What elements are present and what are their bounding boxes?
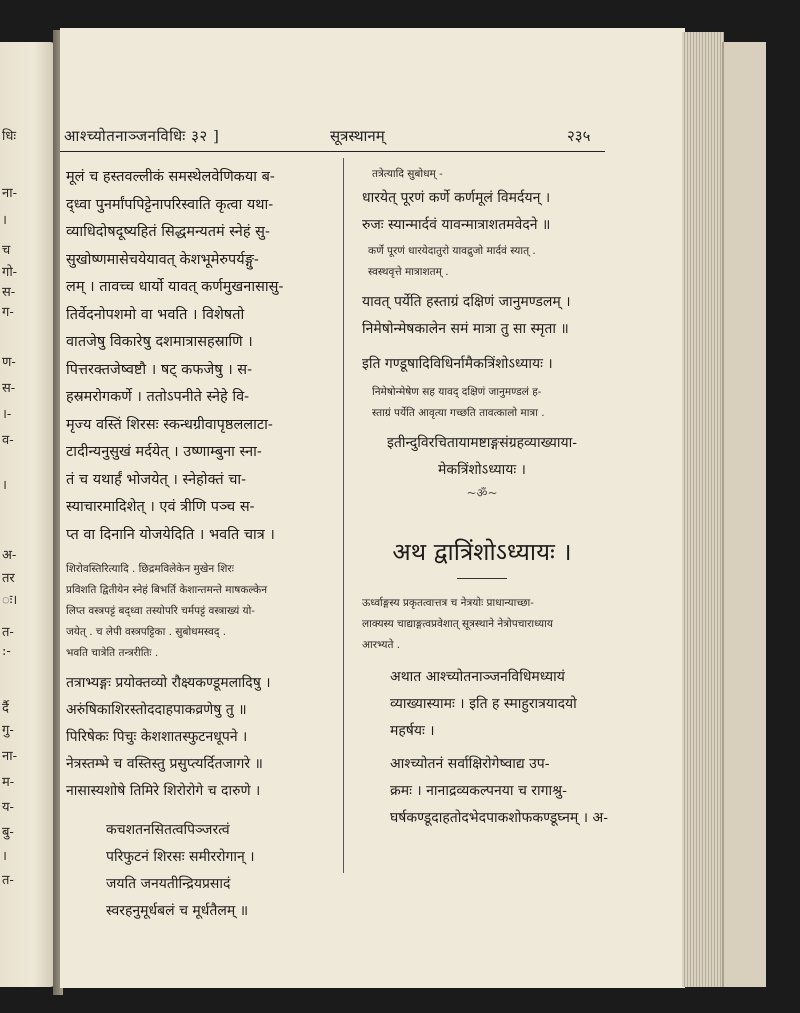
commentary bbox=[66, 559, 283, 664]
verse-4 bbox=[362, 751, 608, 832]
verse-block-a bbox=[66, 670, 283, 805]
commentary-3 bbox=[362, 382, 602, 424]
commentary-1: तत्रेत्यादि सुबोधम् - bbox=[372, 168, 443, 180]
text-line: क्रमः । नानाद्रव्यकल्पनया च रागाश्रु- bbox=[390, 783, 567, 799]
text-line: निमेषोन्मेषकालेन समं मात्रा तु सा स्मृता ॥ bbox=[362, 321, 569, 337]
text-line: वातजेषु विकारेषु दशमात्रासहस्राणि । bbox=[66, 334, 253, 350]
text-line: निमेषोन्मेषेण सह यावद् दक्षिणं जानुमण्डलं ह- bbox=[372, 386, 542, 398]
left-page-fragment: गु- bbox=[2, 723, 14, 738]
left-page-fragment: व- bbox=[2, 433, 14, 448]
text-line: मृज्य वस्तिं शिरसः स्कन्धग्रीवापृष्ठललाटा- bbox=[66, 416, 273, 433]
page-edges bbox=[682, 32, 724, 987]
running-header-left: आश्च्योतनाञ्जनविधिः ३२ ] bbox=[64, 127, 220, 145]
text-line: आश्च्योतनं सर्वाक्षिरोगेष्वाद्य उप- bbox=[390, 756, 550, 772]
text-line: भवति चात्रेति तन्त्ररीतिः . bbox=[66, 647, 159, 659]
text-line: लम् । तावच्च धार्यो यावत् कर्णमुखनासासु- bbox=[66, 279, 284, 295]
header-rule bbox=[60, 151, 605, 152]
left-page-fragment: ः। bbox=[2, 593, 18, 608]
text-line: कर्णे पूरणं धारयेदातुरो यावद्रुजो मार्दवं स्यात् . bbox=[368, 245, 536, 257]
left-page-fragment: ग- bbox=[2, 305, 14, 320]
page-number: २३५ bbox=[567, 127, 591, 145]
verse-1 bbox=[362, 185, 602, 239]
left-page-fragment: अ- bbox=[2, 548, 17, 563]
left-page-fragment: ण- bbox=[2, 355, 16, 370]
text-line: व्याधिदोषदूष्यहितं सिद्धमन्यतमं स्नेहं सु- bbox=[66, 224, 270, 240]
chapter-heading: अथ द्वात्रिंशोऽध्यायः । bbox=[392, 538, 572, 566]
text-line: मूलं च हस्तवल्लीकं समस्थेलवेणिकया ब- bbox=[66, 169, 275, 185]
verse-3 bbox=[362, 664, 602, 745]
left-page-fragment: स- bbox=[2, 381, 16, 396]
text-line: रुजः स्यान्मार्दवं यावन्मात्राशतमवेदने ॥ bbox=[362, 217, 551, 233]
text-line: जयेत् . च लेपी वस्त्रपट्टिका . सुबोधमस्वद् . bbox=[66, 626, 227, 638]
book-cover-board bbox=[722, 42, 766, 987]
text-line: ऊर्ध्वाङ्गस्य प्रकृतत्वात्तत्र च नेत्रयोः प्राधान्याच्छा- bbox=[362, 597, 534, 609]
left-page-fragment: स- bbox=[2, 285, 16, 300]
text-line: स्याचारमादिशेत् । एवं त्रीणि पञ्च स- bbox=[66, 499, 255, 515]
left-page-fragment: च bbox=[2, 243, 11, 258]
left-page-fragment: । bbox=[2, 478, 7, 493]
left-page-fragment: बु- bbox=[2, 825, 14, 840]
text-line: द्ध्वा पुनर्मांपपिट्टेनापरिस्वाति कृत्वा यथा- bbox=[66, 196, 274, 213]
running-header-center: सूत्रस्थानम् bbox=[330, 127, 385, 145]
text-line: प्रविशति द्वितीयेन स्नेहं बिभर्ति केशान्तमन्ते माषकल्केन bbox=[66, 584, 268, 596]
left-page-fragment: गो- bbox=[2, 265, 18, 280]
text-line: स्वस्थवृत्ते मात्राशतम् . bbox=[368, 266, 449, 278]
heading-rule bbox=[457, 578, 507, 579]
left-page-fragment: तर bbox=[2, 571, 15, 586]
text-line: तं च यथार्हं भोजयेत् । स्नेहोक्तं चा- bbox=[66, 471, 247, 488]
text-line: अरुंषिकाशिरस्तोददाहपाकव्रणेषु तु ॥ bbox=[66, 702, 247, 718]
text-line: अथात आश्च्योतनाञ्जनविधिमध्यायं bbox=[390, 669, 565, 685]
commentary-4 bbox=[362, 593, 602, 656]
text-line: आरभ्यते . bbox=[362, 639, 401, 651]
text-line: तत्राभ्यङ्गः प्रयोक्तव्यो रौक्ष्यकण्डूमलादिषु । bbox=[66, 675, 271, 691]
chapter-colophon: इति गण्डूषादिविधिर्नामैकत्रिंशोऽध्यायः । bbox=[362, 356, 553, 372]
text-line: नासास्यशोषे तिमिरे शिरोरोगे च दारुणे । bbox=[66, 783, 261, 799]
left-page-fragment: ना- bbox=[2, 749, 17, 764]
text-line: घर्षकण्डूदाहतोदभेदपाकशोफकण्डूघ्नम् । अ- bbox=[390, 810, 608, 826]
column-divider bbox=[343, 158, 344, 873]
text-line: नेत्रस्तम्भे च वस्तिस्तु प्रसुप्त्यर्दितजागरे ॥ bbox=[66, 756, 263, 772]
text-line: व्याख्यास्यामः । इति ह स्माहुरात्रयादयो bbox=[390, 696, 577, 712]
text-line: लिप्त वस्त्रपट्टं बद्ध्वा तस्योपरि चर्मपट्टं वस्त्राख्यं यो- bbox=[66, 605, 255, 617]
main-text bbox=[66, 164, 283, 549]
text-line: इतीन्दुविरचितायामष्टाङ्गसंग्रहव्याख्याया- bbox=[386, 435, 578, 451]
left-page-fragment: ना- bbox=[2, 186, 17, 201]
text-line: मेकत्रिंशोऽध्यायः । bbox=[438, 462, 526, 478]
text-line: सुखोष्णमासेचयेयावत् केशभूमेरुपर्यङ्गु- bbox=[66, 251, 259, 268]
right-column bbox=[362, 164, 608, 832]
text-line: स्वरहनुमूर्धबलं च मूर्धतैलम् ॥ bbox=[106, 903, 249, 919]
left-page-fragment: य- bbox=[2, 800, 14, 815]
text-line: हस्रमरोगकर्णे । ततोऽपनीते स्नेहे वि- bbox=[66, 389, 250, 405]
verse-2 bbox=[362, 289, 602, 343]
left-page-fragment: र्दै bbox=[2, 701, 9, 716]
text-line: यावत् पर्येति हस्ताग्रं दक्षिणं जानुमण्डलम् । bbox=[362, 294, 571, 310]
left-column bbox=[66, 164, 283, 925]
left-page-fragment: त- bbox=[2, 625, 14, 640]
left-page-fragment: धिः bbox=[2, 129, 16, 144]
commentary-2 bbox=[362, 241, 602, 283]
ornament: ~ॐ~ bbox=[466, 486, 498, 500]
left-page-fragment: म- bbox=[2, 775, 15, 790]
text-line: परिफुटनं शिरसः समीररोगान् । bbox=[106, 849, 255, 865]
verse-block-b bbox=[66, 817, 283, 925]
left-page-fragment: । bbox=[2, 213, 7, 228]
colophon-2 bbox=[362, 430, 602, 484]
text-line: प्त वा दिनानि योजयेदिति । भवति चात्र । bbox=[66, 526, 275, 543]
text-line: जयति जनयतीन्द्रियप्रसादं bbox=[106, 876, 231, 892]
text-line: तिर्वेदनोपशमो वा भवति । विशेषतो bbox=[66, 306, 245, 323]
text-line: कचशतनसितत्वपिञ्जरत्वं bbox=[106, 822, 230, 838]
text-line: स्ताग्रं पर्येति आवृत्या गच्छति तावत्कालो मात्रा . bbox=[372, 407, 545, 419]
left-page-fragment: :- bbox=[2, 644, 11, 659]
text-line: पिरिषेकः पिचुः केशशातस्फुटनधूपने । bbox=[66, 729, 248, 745]
text-line: लाक्यस्य चाद्याङ्गत्वप्रवेशात् सूत्रस्थाने नेत्रोपचाराध्याय bbox=[362, 618, 553, 630]
text-line: धारयेत् पूरणं कर्णे कर्णमूलं विमर्दयन् । bbox=[362, 190, 551, 206]
left-page-fragment: त- bbox=[2, 873, 14, 888]
text-line: शिरोवस्तिरित्यादि . छिद्रमविलेकेन मुखेन शिरः bbox=[66, 563, 234, 575]
text-line: महर्षयः । bbox=[390, 723, 435, 739]
text-line: टादीन्यनुसुखं मर्दयेत् । उष्णाम्बुना स्ना- bbox=[66, 444, 262, 460]
text-line: पित्तरक्तजेष्वष्टौ । षट् कफजेषु । स- bbox=[66, 361, 253, 378]
left-page-fragment: । bbox=[2, 849, 7, 864]
left-page-fragment: ।- bbox=[2, 407, 12, 422]
